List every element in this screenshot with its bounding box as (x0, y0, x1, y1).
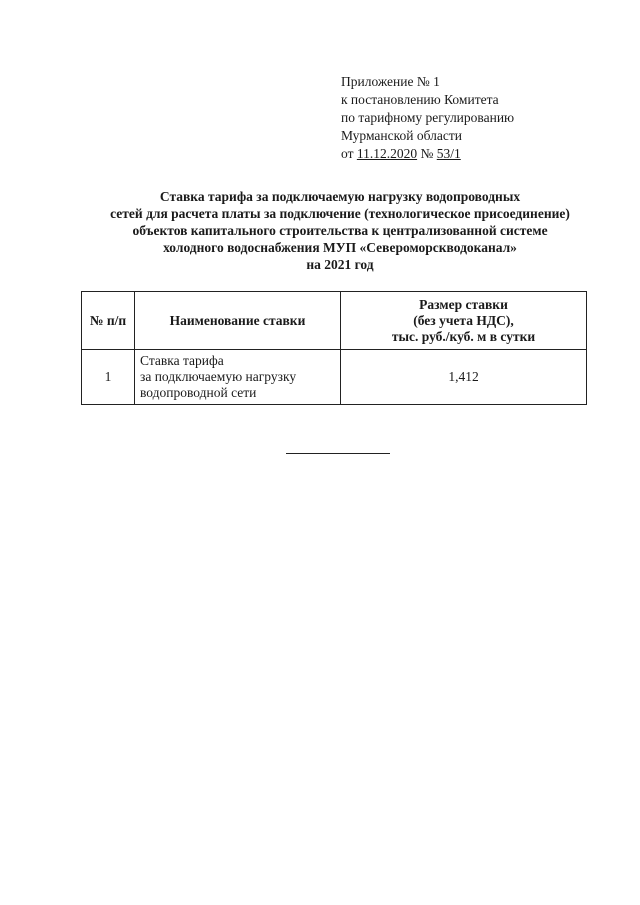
resolution-date: 11.12.2020 (356, 146, 418, 161)
title-line: сетей для расчета платы за подключение (технологическое присоединение) (110, 206, 570, 221)
annex-line: по тарифному регулированию (341, 110, 515, 125)
annex-date-line (341, 145, 514, 163)
annex-line: к постановлению Комитета (341, 92, 499, 107)
document-title (60, 188, 620, 273)
row-num: 1 (82, 350, 135, 405)
title-line: на 2021 год (306, 257, 374, 272)
number-prefix: № (420, 146, 434, 161)
title-line: холодного водоснабжения МУП «Североморскводоканал» (163, 240, 517, 255)
table-row (82, 350, 587, 405)
annex-block (341, 73, 514, 163)
header-name: Наименование ставки (135, 292, 341, 350)
annex-title: Приложение № 1 (341, 74, 440, 89)
annex-line: Мурманской области (341, 128, 462, 143)
resolution-number: 53/1 (436, 146, 461, 161)
title-line: Ставка тарифа за подключаемую нагрузку водопроводных (159, 189, 521, 204)
row-rate: 1,412 (341, 350, 587, 405)
header-rate: Размер ставки (без учета НДС), тыс. руб./куб. м в сутки (341, 292, 587, 350)
rates-table (81, 291, 587, 405)
table-header-row (82, 292, 587, 350)
header-num: № п/п (82, 292, 135, 350)
end-separator-line (286, 453, 390, 454)
date-prefix: от (341, 146, 354, 161)
row-name: Ставка тарифа за подключаемую нагрузку водопроводной сети (135, 350, 341, 405)
title-line: объектов капитального строительства к централизованной системе (132, 223, 548, 238)
